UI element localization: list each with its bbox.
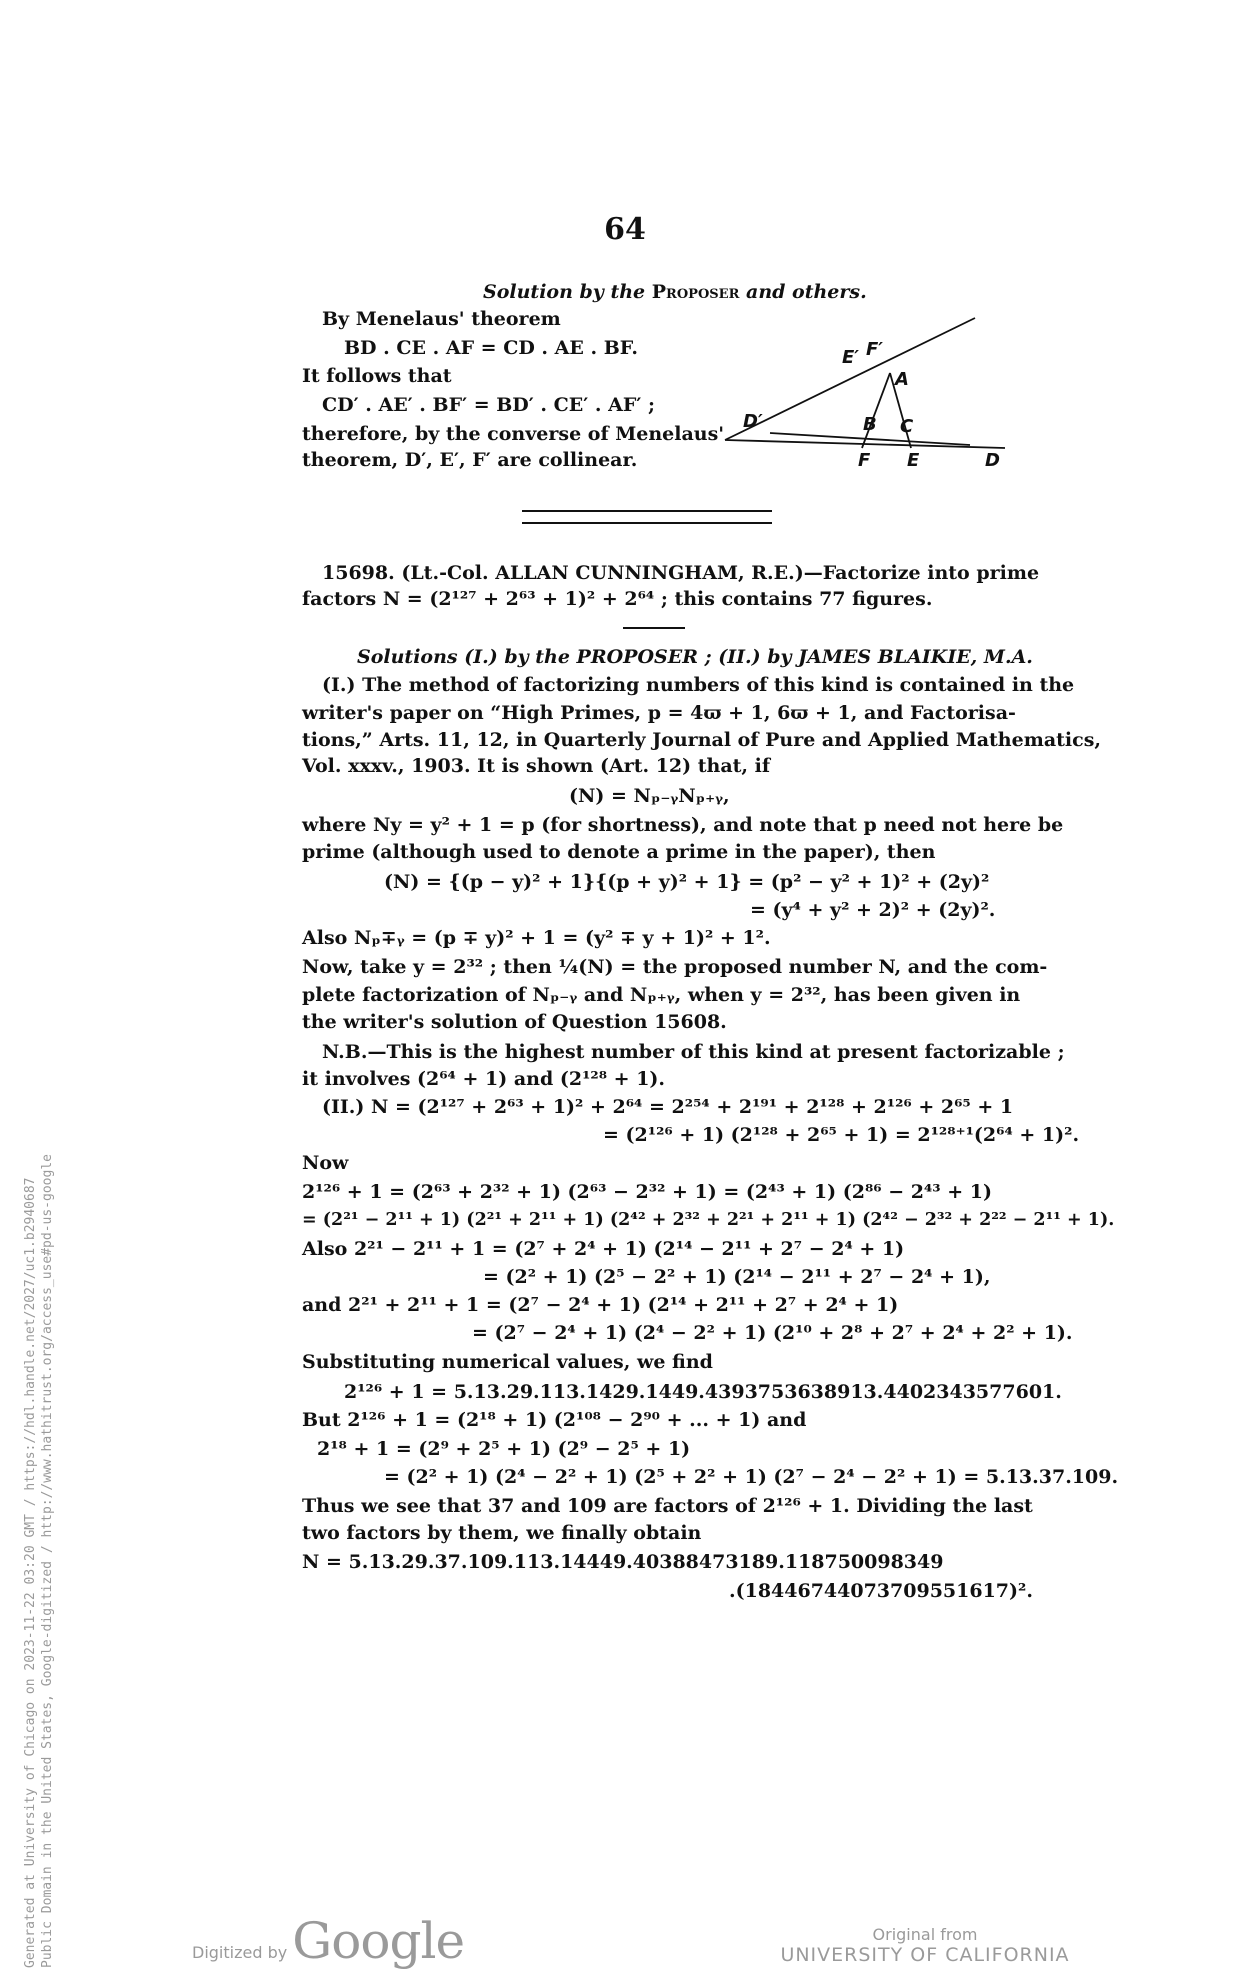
- text-line: (I.) The method of factorizing numbers of this kind is contained in the: [322, 674, 1075, 696]
- text-line: tions,” Arts. 11, 12, in Quarterly Journal of Pure and Applied Mathematics,: [302, 729, 1102, 751]
- equation-line: (II.) N = (2¹²⁷ + 2⁶³ + 1)² + 2⁶⁴ = 2²⁵⁴ + 2¹⁹¹ + 2¹²⁸ + 2¹²⁶ + 2⁶⁵ + 1: [322, 1096, 1014, 1118]
- text-line: N.B.—This is the highest number of this kind at present factorizable ;: [322, 1041, 1065, 1063]
- diagram-label: F: [858, 450, 871, 471]
- text-line: By Menelaus' theorem: [322, 308, 561, 330]
- cevian-af: [862, 373, 890, 448]
- page-number: 64: [604, 212, 646, 247]
- menelaus-diagram: [715, 315, 1015, 475]
- text-line: theorem, D′, E′, F′ are collinear.: [302, 449, 638, 471]
- equation-line: N = 5.13.29.37.109.113.14449.40388473189.118750098349: [302, 1551, 944, 1573]
- digitized-by-google: [192, 1912, 464, 1970]
- google-logo: Google: [292, 1912, 465, 1970]
- equation-line: .(18446744073709551617)².: [729, 1580, 1033, 1602]
- hathitrust-notice: [22, 1154, 56, 1968]
- text-line: writer's paper on “High Primes, p = 4ϖ + 1, 6ϖ + 1, and Factorisa-: [302, 702, 1016, 724]
- diagram-label: E′: [842, 347, 860, 368]
- equation-line: 2¹²⁶ + 1 = 5.13.29.113.1429.1449.4393753638913.4402343577601.: [344, 1381, 1062, 1403]
- section-rule: [522, 510, 772, 524]
- equation-line: = (2⁷ − 2⁴ + 1) (2⁴ − 2² + 1) (2¹⁰ + 2⁸ + 2⁷ + 2⁴ + 2² + 1).: [472, 1322, 1073, 1344]
- text-line: plete factorization of Nₚ₋ᵧ and Nₚ₊ᵧ, when y = 2³², has been given in: [302, 984, 1021, 1006]
- equation-line: = (2² + 1) (2⁵ − 2² + 1) (2¹⁴ − 2¹¹ + 2⁷ − 2⁴ + 1),: [483, 1266, 991, 1288]
- solution-heading: [483, 280, 867, 304]
- diagram-label: A: [895, 369, 909, 390]
- diagram-label: D′: [743, 411, 763, 432]
- notice-line: Public Domain in the United States, Google-digitized / http://www.hathitrust.org/access_use#pd-us-google: [40, 1154, 55, 1968]
- question-line: 15698. (Lt.-Col. ALLAN CUNNINGHAM, R.E.)—Factorize into prime: [322, 562, 1040, 584]
- text-line: two factors by them, we finally obtain: [302, 1522, 702, 1544]
- question-line: factors N = (2¹²⁷ + 2⁶³ + 1)² + 2⁶⁴ ; this contains 77 figures.: [302, 588, 933, 610]
- equation-line: 2¹⁸ + 1 = (2⁹ + 2⁵ + 1) (2⁹ − 2⁵ + 1): [317, 1438, 691, 1460]
- equation-line: (N) = Nₚ₋ᵧNₚ₊ᵧ,: [569, 785, 730, 807]
- text-line: It follows that: [302, 365, 452, 387]
- diagram-label: B: [863, 414, 877, 435]
- equation-line: 2¹²⁶ + 1 = (2⁶³ + 2³² + 1) (2⁶³ − 2³² + 1) = (2⁴³ + 1) (2⁸⁶ − 2⁴³ + 1): [302, 1181, 992, 1203]
- text-line: Thus we see that 37 and 109 are factors of 2¹²⁶ + 1. Dividing the last: [302, 1495, 1033, 1517]
- text-line: Now, take y = 2³² ; then ¼(N) = the proposed number N, and the com-: [302, 956, 1048, 978]
- text-line: where Ny = y² + 1 = p (for shortness), and note that p need not here be: [302, 814, 1064, 836]
- diagram-label: E: [907, 450, 920, 471]
- digitized-label: Digitized by: [192, 1943, 288, 1962]
- university-name: UNIVERSITY OF CALIFORNIA: [780, 1944, 1070, 1966]
- text-line: the writer's solution of Question 15608.: [302, 1011, 727, 1033]
- text-line: therefore, by the converse of Menelaus': [302, 423, 725, 445]
- equation-line: = (2²¹ − 2¹¹ + 1) (2²¹ + 2¹¹ + 1) (2⁴² + 2³² + 2²¹ + 2¹¹ + 1) (2⁴² − 2³² + 2²² − 2¹¹ + 1).: [302, 1210, 1115, 1230]
- text-line: Substituting numerical values, we find: [302, 1351, 713, 1373]
- short-rule: [623, 627, 685, 629]
- heading-proposer: Proposer: [651, 281, 740, 303]
- solutions-heading: Solutions (I.) by the PROPOSER ; (II.) by JAMES BLAIKIE, M.A.: [357, 646, 1033, 668]
- equation-line: = (2¹²⁶ + 1) (2¹²⁸ + 2⁶⁵ + 1) = 2¹²⁸⁺¹(2⁶⁴ + 1)².: [603, 1124, 1080, 1146]
- original-from-block: [780, 1925, 1070, 1966]
- text-line: it involves (2⁶⁴ + 1) and (2¹²⁸ + 1).: [302, 1068, 666, 1090]
- heading-post: and others.: [739, 281, 867, 303]
- text-line: prime (although used to denote a prime in the paper), then: [302, 841, 936, 863]
- diagram-label: D: [985, 450, 1000, 471]
- equation-line: Also Nₚ∓ᵧ = (p ∓ y)² + 1 = (y² ∓ y + 1)² + 1².: [302, 927, 771, 949]
- heading-pre: Solution by the: [483, 281, 652, 303]
- diagram-label: C: [900, 416, 914, 437]
- text-line: Vol. xxxv., 1903. It is shown (Art. 12) that, if: [302, 755, 771, 777]
- text-line: Now: [302, 1152, 349, 1174]
- original-from-label: Original from: [872, 1925, 978, 1944]
- equation-line: But 2¹²⁶ + 1 = (2¹⁸ + 1) (2¹⁰⁸ − 2⁹⁰ + ... + 1) and: [302, 1409, 807, 1431]
- notice-line: Generated at University of Chicago on 2023-11-22 03:20 GMT / https://hdl.handle.net/2027/uc1.b2940687: [23, 1177, 38, 1968]
- equation-line: CD′ . AE′ . BF′ = BD′ . CE′ . AF′ ;: [322, 394, 655, 416]
- diagram-label: F′: [866, 339, 884, 360]
- equation-line: = (2² + 1) (2⁴ − 2² + 1) (2⁵ + 2² + 1) (2⁷ − 2⁴ − 2² + 1) = 5.13.37.109.: [384, 1466, 1119, 1488]
- equation-line: (N) = {(p − y)² + 1}{(p + y)² + 1} = (p² − y² + 1)² + (2y)²: [384, 871, 990, 893]
- equation-line: Also 2²¹ − 2¹¹ + 1 = (2⁷ + 2⁴ + 1) (2¹⁴ − 2¹¹ + 2⁷ − 2⁴ + 1): [302, 1238, 905, 1260]
- equation-line: = (y⁴ + y² + 2)² + (2y)².: [750, 899, 996, 921]
- equation-line: and 2²¹ + 2¹¹ + 1 = (2⁷ − 2⁴ + 1) (2¹⁴ + 2¹¹ + 2⁷ + 2⁴ + 1): [302, 1294, 899, 1316]
- equation-line: BD . CE . AF = CD . AE . BF.: [344, 337, 638, 359]
